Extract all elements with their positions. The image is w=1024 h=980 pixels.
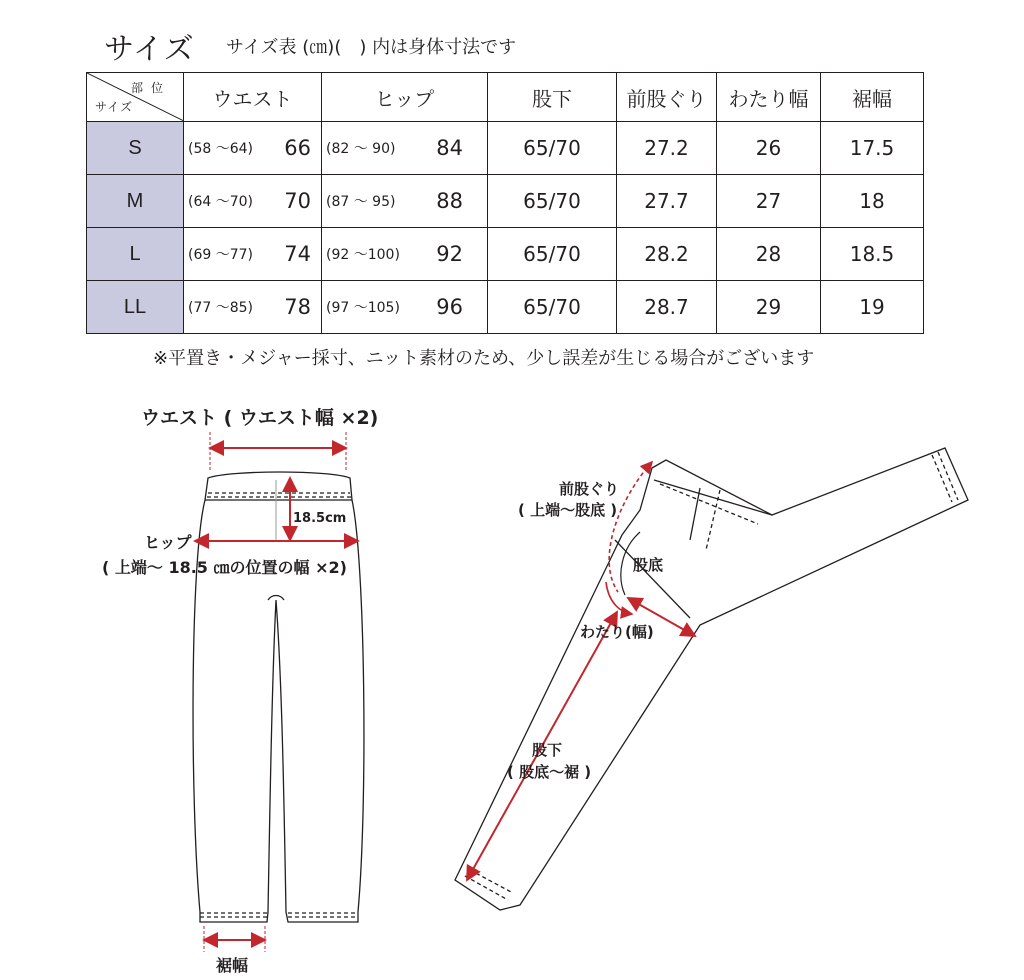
waist-cell	[184, 175, 322, 228]
thigh-value: 28	[717, 228, 821, 281]
thigh-value: 26	[717, 122, 821, 175]
thigh-diagram-label: わたり(幅)	[580, 623, 654, 641]
page-title: サイズ	[104, 32, 195, 67]
front-rise-value: 28.7	[617, 281, 717, 334]
crotch-diagram-label: 股底	[633, 556, 664, 574]
hem-diagram-label: 裾幅	[216, 956, 249, 975]
front-rise-value: 27.7	[617, 175, 717, 228]
hip-value: 92	[436, 242, 463, 266]
waist-value: 66	[284, 136, 311, 160]
inseam-value: 65/70	[488, 228, 617, 281]
hem-value: 17.5	[821, 122, 924, 175]
corner-label-part: 部位	[130, 81, 171, 95]
size-table	[86, 72, 924, 334]
inseam-value: 65/70	[488, 281, 617, 334]
inseam-diagram-label: 股下	[532, 741, 563, 759]
table-row	[87, 122, 924, 175]
hip-cell	[322, 175, 488, 228]
hip-cell	[322, 281, 488, 334]
waist-value: 78	[284, 295, 311, 319]
table-row	[87, 175, 924, 228]
inseam-value: 65/70	[488, 175, 617, 228]
waist-range: (58 ～64)	[188, 141, 254, 157]
hip-value: 84	[436, 136, 463, 160]
hip-value: 88	[436, 189, 463, 213]
hip-range: (87 ～ 95)	[326, 194, 396, 210]
waist-cell	[184, 228, 322, 281]
waist-range: (77 ～85)	[188, 300, 254, 316]
table-caption: サイズ表 (㎝)( ) 内は身体寸法です	[226, 37, 517, 58]
side-measure-lines	[467, 462, 695, 880]
hip-diagram-sub: ( 上端～ 18.5 ㎝の位置の幅 ×2)	[102, 558, 347, 577]
corner-label-size: サイズ	[95, 100, 134, 114]
waist-value: 74	[284, 242, 311, 266]
garment-diagram	[0, 380, 1024, 980]
hip-cell	[322, 228, 488, 281]
waist-range: (69 ～77)	[188, 247, 254, 263]
waist-diagram-label: ウエスト ( ウエスト幅 ×2)	[141, 407, 379, 429]
hip-height-label: 18.5cm	[293, 511, 347, 526]
size-label: L	[87, 228, 184, 281]
measurement-note: ※平置き・メジャー採寸、ニット素材のため、少し誤差が生じる場合がございます	[153, 348, 815, 369]
inseam-value: 65/70	[488, 122, 617, 175]
hip-cell	[322, 122, 488, 175]
waist-cell	[184, 281, 322, 334]
header-inseam: 股下	[488, 73, 617, 122]
hem-value: 19	[821, 281, 924, 334]
waist-cell	[184, 122, 322, 175]
hip-range: (97 ～105)	[326, 300, 400, 316]
thigh-value: 29	[717, 281, 821, 334]
thigh-value: 27	[717, 175, 821, 228]
hip-value: 96	[436, 295, 463, 319]
header-waist: ウエスト	[184, 73, 322, 122]
header-row	[87, 73, 924, 122]
header-thigh: わたり幅	[717, 73, 821, 122]
front-view-leggings	[193, 472, 364, 922]
front-rise-value: 27.2	[617, 122, 717, 175]
size-label: S	[87, 122, 184, 175]
waist-value: 70	[284, 189, 311, 213]
hem-value: 18.5	[821, 228, 924, 281]
front-rise-value: 28.2	[617, 228, 717, 281]
waist-range: (64 ～70)	[188, 194, 254, 210]
hip-range: (82 ～ 90)	[326, 141, 396, 157]
inseam-diagram-sub: ( 股底～裾 )	[507, 763, 592, 781]
header-hem: 裾幅	[821, 73, 924, 122]
front-rise-diagram-sub: ( 上端～股底 )	[518, 501, 618, 519]
front-rise-diagram-label: 前股ぐり	[559, 480, 620, 498]
table-row	[87, 281, 924, 334]
hip-range: (92 ～100)	[326, 247, 400, 263]
hem-value: 18	[821, 175, 924, 228]
size-label: M	[87, 175, 184, 228]
hip-diagram-label: ヒップ	[144, 533, 192, 552]
header-front-rise: 前股ぐり	[617, 73, 717, 122]
size-label: LL	[87, 281, 184, 334]
header-hip: ヒップ	[322, 73, 488, 122]
table-row	[87, 228, 924, 281]
corner-cell	[87, 73, 184, 122]
